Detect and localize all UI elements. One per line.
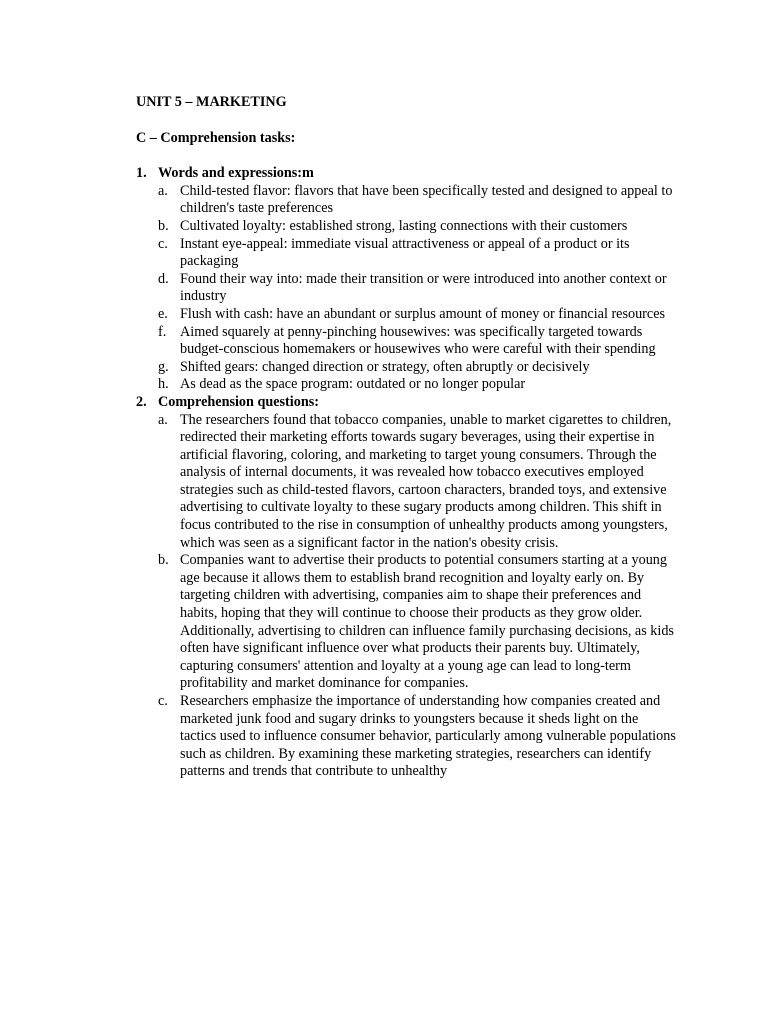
list-item (136, 306, 676, 324)
section-1-heading (136, 165, 676, 183)
item-text: As dead as the space program: outdated or no longer popular (180, 376, 526, 393)
document-content (136, 94, 676, 781)
list-item (136, 236, 676, 271)
section-2-heading (136, 394, 676, 412)
item-text: Aimed squarely at penny-pinching housewives: was specifically targeted towards budget-conscious homemakers or housewives who were careful with their spending (180, 323, 656, 358)
section-heading-text: Words and expressions:m (158, 165, 314, 182)
item-letter: b. (158, 552, 169, 569)
unit-title: UNIT 5 – MARKETING (136, 94, 287, 110)
words-list (136, 183, 676, 394)
list-item (136, 693, 676, 781)
item-text: Shifted gears: changed direction or strategy, often abruptly or decisively (180, 358, 590, 375)
item-text: Child-tested flavor: flavors that have been specifically tested and designed to appeal to children's taste preferences (180, 182, 673, 217)
section-heading-text: Comprehension questions: (158, 393, 319, 410)
item-letter: g. (158, 358, 169, 375)
list-item (136, 324, 676, 359)
item-text: Researchers emphasize the importance of understanding how companies created and marketed junk food and sugary drinks to youngsters because it sheds light on the tactics used to influence consumer behavior, particularly among vulnerable populations such as children. By examining these marketing strategies, researchers can identify patterns and trends that contribute to unhealthy (180, 693, 676, 780)
section-number: 2. (136, 393, 147, 410)
item-text: Found their way into: made their transition or were introduced into another context or industry (180, 270, 667, 305)
list-item (136, 218, 676, 236)
item-letter: d. (158, 270, 169, 287)
list-item (136, 412, 676, 553)
item-letter: h. (158, 376, 169, 393)
section-number: 1. (136, 165, 147, 182)
item-text: The researchers found that tobacco companies, unable to market cigarettes to children, redirected their marketing efforts towards sugary beverages, using their expertise in artificial flavoring, coloring, and marketing to target young consumers. Through the analysis of internal documents, it was revealed how tobacco executives employed strategies such as child-tested flavors, cartoon characters, branded toys, and extensive advertising to cultivate loyalty to these sugary products among children. This shift in focus contributed to the rise in consumption of unhealthy products among youngsters, which was seen as a significant factor in the nation's obesity crisis. (180, 411, 672, 551)
section-title: C – Comprehension tasks: (136, 129, 296, 146)
list-item (136, 552, 676, 693)
item-letter: c. (158, 693, 168, 709)
item-letter: c. (158, 235, 168, 252)
item-text: Cultivated loyalty: established strong, lasting connections with their customers (180, 217, 628, 234)
item-letter: a. (158, 182, 168, 199)
item-letter: b. (158, 217, 169, 234)
item-text: Companies want to advertise their products to potential consumers starting at a young age because it allows them to establish brand recognition and loyalty early on. By targeting children with advertising, companies aim to shape their preferences and habits, hoping that they will continue to choose their products as they grow older. Additionally, advertising to children can influence family purchasing decisions, as kids often have significant influence over what products their parents buy. Ultimately, capturing consumers' attention and loyalty at a young age can lead to long-term profitability and market dominance for companies. (180, 552, 674, 692)
item-text: Instant eye-appeal: immediate visual attractiveness or appeal of a product or its packaging (180, 235, 630, 270)
item-letter: a. (158, 411, 168, 428)
list-item (136, 376, 676, 394)
item-text: Flush with cash: have an abundant or surplus amount of money or financial resources (180, 305, 666, 322)
item-letter: f. (158, 323, 167, 340)
list-item (136, 183, 676, 218)
questions-list (136, 412, 676, 781)
list-item (136, 359, 676, 377)
item-letter: e. (158, 305, 168, 322)
list-item (136, 271, 676, 306)
